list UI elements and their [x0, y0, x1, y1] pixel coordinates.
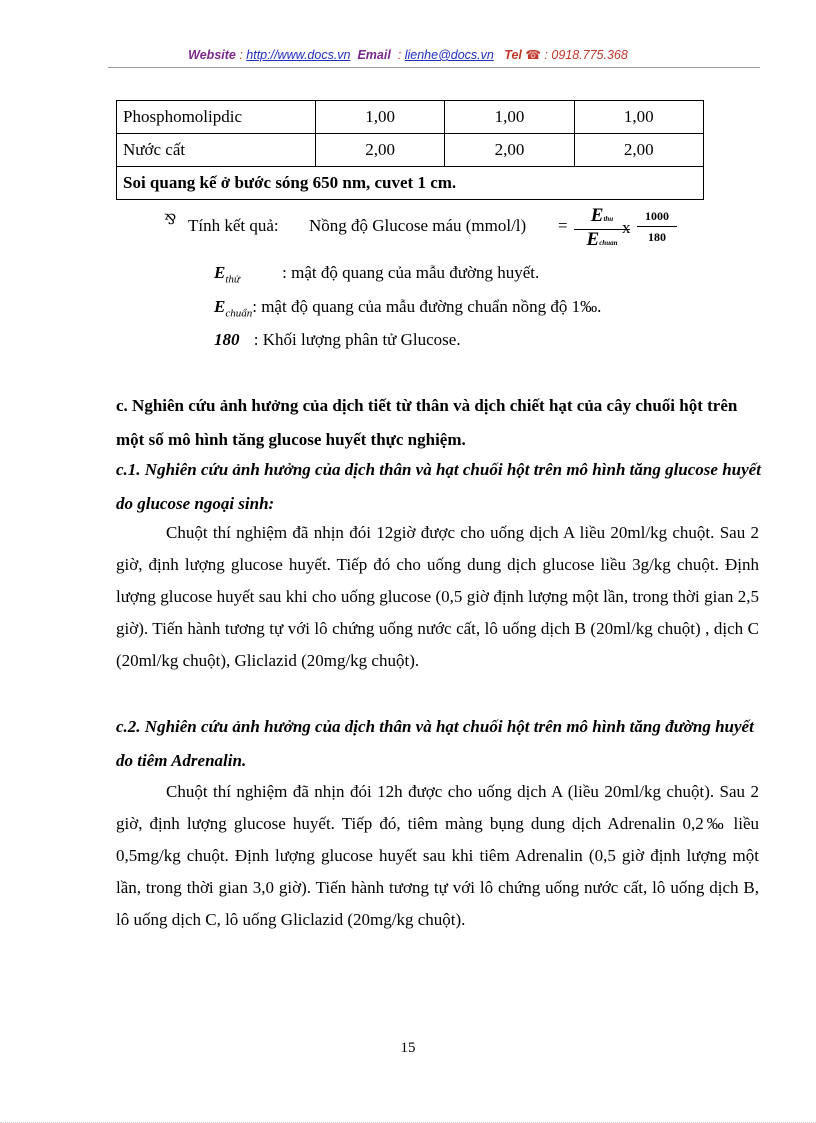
table-footer-cell: Soi quang kế ở bước sóng 650 nm, cuvet 1 cm.: [117, 167, 704, 200]
page-number: 15: [400, 1040, 416, 1056]
definition-180: 180 : Khối lượng phân tử Glucose.: [214, 330, 461, 349]
table-cell: 1,00: [574, 101, 703, 134]
table-cell: 1,00: [445, 101, 574, 134]
table-row: [117, 134, 704, 167]
paragraph-c2: Chuột thí nghiệm đã nhịn đói 12h được cho uống dịch A (liều 20ml/kg chuột). Sau 2 giờ, định lượng glucose huyết. Tiếp đó, tiêm màng bụng dung dịch Adrenalin 0,2‰ liều 0,5mg/kg chuột. Định lượng glucose huyết sau khi tiêm Adrenalin (0,5 giờ định lượng một lần, trong thời gian 3,0 giờ). Tiến hành tương tự với lô chứng uống nước cất, lô uống dịch B, lô uống dịch C, lô uống Gliclazid (20mg/kg chuột).: [116, 782, 759, 929]
tel-number: 0918.775.368: [551, 48, 628, 62]
website-link[interactable]: http://www.docs.vn: [246, 48, 351, 62]
header-divider: [108, 67, 760, 68]
formula-name: Nồng độ Glucose máu (mmol/l): [309, 216, 527, 235]
tel-label: Tel: [504, 48, 522, 62]
definition-e-thu: $E_{thử}$ : mật độ quang của mẫu đường huyết.: [214, 263, 540, 286]
phone-icon: ☎: [525, 48, 541, 62]
table-cell: 2,00: [445, 134, 574, 167]
section-c2-heading: c.2. Nghiên cứu ảnh hưởng của dịch thân và hạt chuối hột trên mô hình tăng đường huyết do tiêm Adrenalin.: [116, 717, 754, 770]
table-row: [117, 167, 704, 200]
section-c-heading: c. Nghiên cứu ảnh hưởng của dịch tiết từ thân và dịch chiết hạt của cây chuối hột trên một số mô hình tăng glucose huyết thực nghiệm.: [116, 396, 738, 449]
triangle-bullet-icon: ⅋: [164, 213, 177, 228]
definition-e-chuan: $E_{chuẩn}$: mật độ quang của mẫu đường chuẩn nồng độ 1‰.: [214, 297, 602, 320]
table-cell: Phosphomolipdic: [117, 101, 316, 134]
section-c1-heading: c.1. Nghiên cứu ảnh hưởng của dịch thân và hạt chuối hột trên mô hình tăng glucose huyết do glucose ngoại sinh:: [116, 460, 761, 513]
formula-equals: =: [558, 216, 568, 235]
formula-label: Tính kết quả:: [188, 216, 279, 235]
email-label: Email: [357, 48, 391, 62]
table-row: [117, 101, 704, 134]
molar-fraction: $\frac{1000}{180}$: [637, 206, 677, 247]
glucose-formula: [164, 206, 724, 250]
table-cell: Nước cất: [117, 134, 316, 167]
formula-times: x: [622, 218, 631, 237]
website-label: Website: [188, 48, 236, 62]
table-cell: 2,00: [574, 134, 703, 167]
table-cell: 2,00: [316, 134, 445, 167]
paragraph-c1: Chuột thí nghiệm đã nhịn đói 12giờ được cho uống dịch A liều 20ml/kg chuột. Sau 2 giờ, định lượng glucose huyết. Tiếp đó cho uống dung dịch glucose liều 3g/kg chuột. Định lượng glucose huyết sau khi cho uống glucose (0,5 giờ định lượng một lần, trong thời gian 2,5 giờ). Tiến hành tương tự với lô chứng uống nước cất, lô uống dịch B (20ml/kg chuột) , dịch C (20ml/kg chuột), Gliclazid (20mg/kg chuột).: [116, 523, 759, 670]
table-cell: 1,00: [316, 101, 445, 134]
page-header: Website : http://www.docs.vn Email : lienhe@docs.vn Tel ☎ : 0918.775.368: [188, 48, 628, 62]
optical-density-fraction: Ethu Echuan: [574, 206, 630, 253]
reagent-table: [116, 100, 704, 200]
email-link[interactable]: lienhe@docs.vn: [404, 48, 494, 62]
